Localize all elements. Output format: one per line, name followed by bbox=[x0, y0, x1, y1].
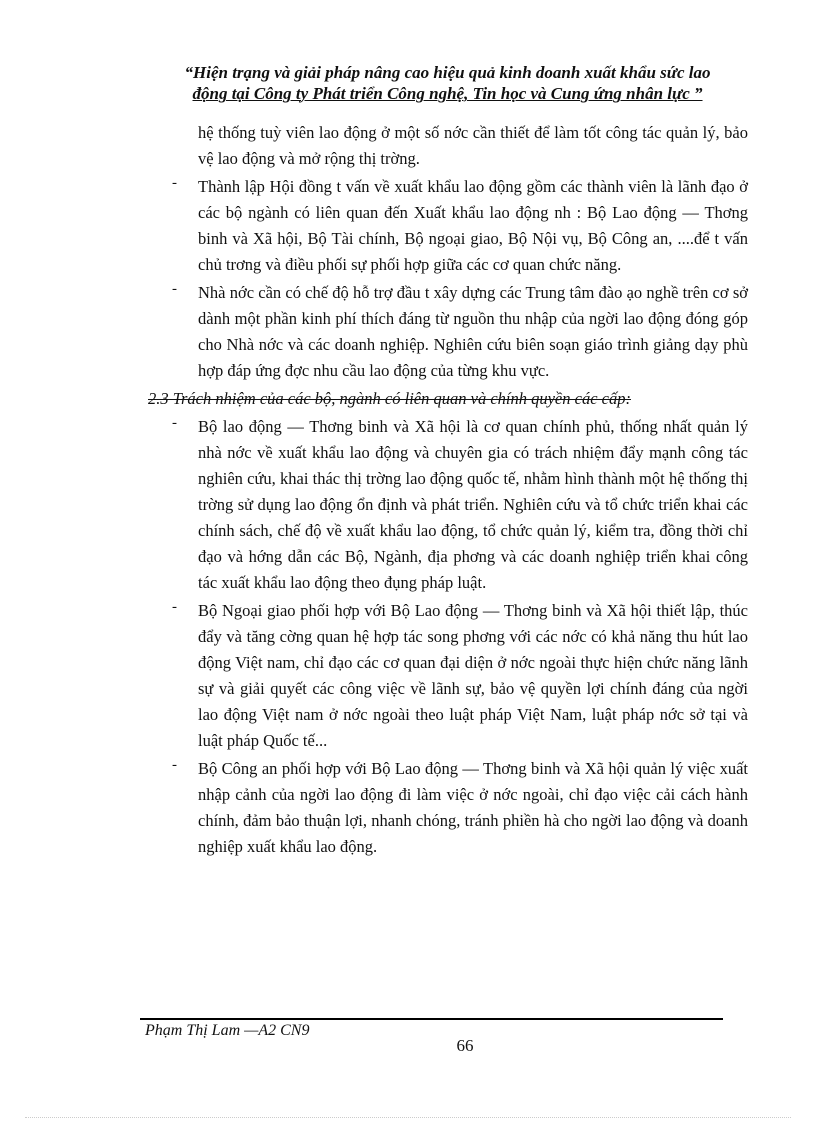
bullet-dash: - bbox=[172, 281, 177, 297]
list-item-text: Nhà nớc cần có chế độ hỗ trợ đầu t xây dựng các Trung tâm đào ạo nghề trên cơ sở dành một phần kinh phí thích đáng từ nguồn thu nhập của ngời lao động đóng góp cho Nhà nớc và các doanh nghiệp. Nghiên cứu biên soạn giáo trình giảng dạy phù hợp đáp ứng đợc nhu cầu lao động của từng khu vực. bbox=[198, 283, 748, 380]
bullet-dash: - bbox=[172, 599, 177, 615]
list-item bbox=[148, 598, 748, 754]
list-item-text: Thành lập Hội đồng t vấn về xuất khẩu lao động gồm các thành viên là lãnh đạo ở các bộ ngành có liên quan đến Xuất khẩu lao động nh : Bộ Lao động — Thơng binh và Xã hội, Bộ Tài chính, Bộ ngoại giao, Bộ Nội vụ, Bộ Công an, ....để t vấn chủ trơng và điều phối sự phối hợp giữa các cơ quan chức năng. bbox=[198, 177, 748, 274]
paragraph-continuation: hệ thống tuỳ viên lao động ở một số nớc cần thiết để làm tốt công tác quản lý, bảo vệ lao động và mở rộng thị trờng. bbox=[198, 123, 748, 168]
bullet-dash: - bbox=[172, 415, 177, 431]
list-item bbox=[148, 174, 748, 278]
list-item bbox=[148, 280, 748, 384]
header-title-line-2: động tại Công ty Phát triển Công nghệ, Tin học và Cung ứng nhân lực ” bbox=[192, 84, 703, 103]
footer-author: Phạm Thị Lam —A2 CN9 bbox=[145, 1022, 310, 1039]
bullet-dash: - bbox=[172, 757, 177, 773]
page-bottom-divider bbox=[25, 1117, 791, 1118]
list-item-text: Bộ lao động — Thơng binh và Xã hội là cơ quan chính phủ, thống nhất quản lý nhà nớc về xuất khẩu lao động và chuyên gia có trách nhiệm đẩy mạnh công tác nghiên cứu, khai thác thị trờng lao động quốc tế, nhằm hình thành một hệ thống thị trờng sử dụng lao động ổn định và phát triển. Nghiên cứu và tổ chức triển khai các chính sách, chế độ về xuất khẩu lao động, tổ chức quản lý, kiểm tra, đồng thời chỉ đạo và hớng dẫn các Bộ, Ngành, địa phơng và các doanh nghiệp triển khai công tác xuất khẩu lao động theo đụng pháp luật. bbox=[198, 417, 748, 592]
page-body bbox=[148, 120, 748, 860]
page-number: 66 bbox=[456, 1036, 474, 1055]
header-title-line-1: “Hiện trạng và giải pháp nâng cao hiệu quả kinh doanh xuất khẩu sức lao bbox=[184, 63, 711, 82]
list-item bbox=[148, 756, 748, 860]
running-header bbox=[140, 62, 755, 104]
list-item-text: Bộ Ngoại giao phối hợp với Bộ Lao động — Thơng binh và Xã hội thiết lập, thúc đẩy và tăng cờng quan hệ hợp tác song phơng với các nớc có khả năng thu hút lao động Việt nam, chỉ đạo các cơ quan đại diện ở nớc ngoài thực hiện chức năng lãnh sự và giải quyết các công việc về lãnh sự, bảo vệ quyền lợi chính đáng của ngời lao động Việt nam ở nớc ngoài theo luật pháp Việt Nam, luật pháp nớc sở tại và luật pháp Quốc tế... bbox=[198, 601, 748, 750]
footer-divider bbox=[140, 1018, 723, 1020]
bullet-dash: - bbox=[172, 175, 177, 191]
section-heading: 2.3 Trách nhiệm của các bộ, ngành có liên quan và chính quyền các cấp: bbox=[148, 389, 631, 408]
list-item bbox=[148, 414, 748, 596]
list-item-text: Bộ Công an phối hợp với Bộ Lao động — Thơng binh và Xã hội quản lý việc xuất nhập cảnh của ngời lao động đi làm việc ở nớc ngoài, chỉ đạo việc cải cách hành chính, đảm bảo thuận lợi, nhanh chóng, tránh phiền hà cho ngời lao động và doanh nghiệp xuất khẩu lao động. bbox=[198, 759, 748, 856]
